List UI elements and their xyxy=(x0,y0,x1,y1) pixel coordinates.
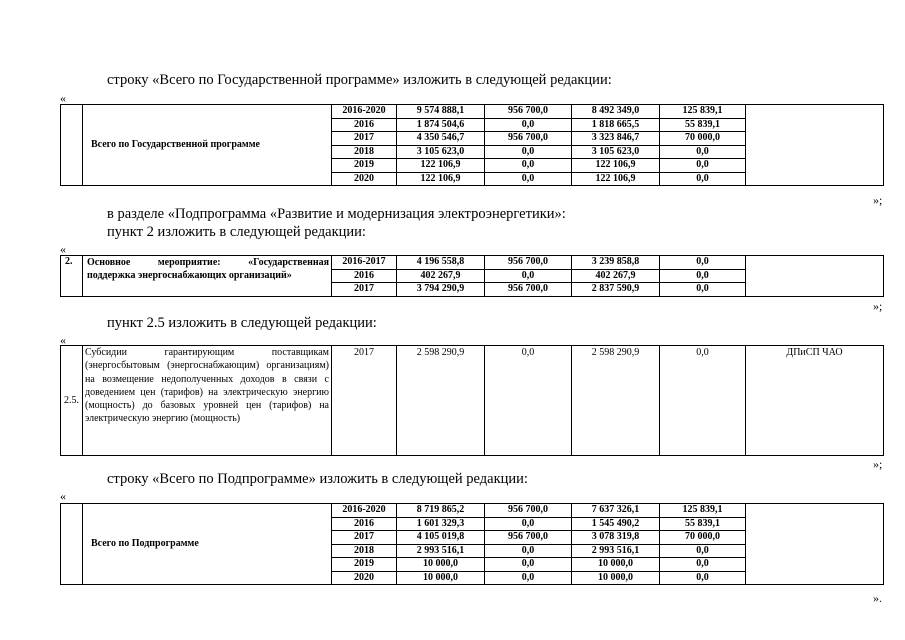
value-cell: 0,0 xyxy=(660,571,746,585)
table-item-2-5 xyxy=(60,345,884,456)
instruction-2: в разделе «Подпрограмма «Развитие и модернизация электроэнергетики»: xyxy=(107,206,566,222)
value-cell: 8 492 349,0 xyxy=(572,105,660,119)
value-cell: 122 106,9 xyxy=(572,159,660,173)
value-cell: 70 000,0 xyxy=(660,132,746,146)
value-cell: 70 000,0 xyxy=(660,531,746,545)
open-quote-4: « xyxy=(60,489,66,503)
value-cell: 3 794 290,9 xyxy=(397,283,485,297)
open-quote-1: « xyxy=(60,91,66,105)
value-cell: 956 700,0 xyxy=(485,504,572,518)
item-value-federal: 0,0 xyxy=(485,346,572,456)
value-cell: 55 839,1 xyxy=(660,118,746,132)
value-cell: 122 106,9 xyxy=(397,159,485,173)
period-cell: 2017 xyxy=(332,531,397,545)
item-year: 2017 xyxy=(332,346,397,456)
value-cell: 0,0 xyxy=(660,558,746,572)
period-cell: 2019 xyxy=(332,558,397,572)
executor-cell xyxy=(746,105,884,186)
value-cell: 0,0 xyxy=(660,145,746,159)
item-number: 2.5. xyxy=(61,346,83,456)
value-cell: 0,0 xyxy=(485,558,572,572)
value-cell: 0,0 xyxy=(660,269,746,283)
period-cell: 2018 xyxy=(332,544,397,558)
instruction-4: пункт 2.5 изложить в следующей редакции: xyxy=(107,315,377,331)
item-value-regional: 2 598 290,9 xyxy=(572,346,660,456)
item-executor: ДПиСП ЧАО xyxy=(746,346,884,456)
period-cell: 2018 xyxy=(332,145,397,159)
open-quote-3: « xyxy=(60,333,66,347)
value-cell: 956 700,0 xyxy=(485,105,572,119)
value-cell: 10 000,0 xyxy=(397,558,485,572)
value-cell: 0,0 xyxy=(485,517,572,531)
row-number-cell xyxy=(61,105,83,186)
table-row xyxy=(61,105,884,119)
value-cell: 2 837 590,9 xyxy=(572,283,660,297)
value-cell: 125 839,1 xyxy=(660,504,746,518)
value-cell: 0,0 xyxy=(485,269,572,283)
value-cell: 55 839,1 xyxy=(660,517,746,531)
open-quote-2: « xyxy=(60,242,66,256)
period-cell: 2019 xyxy=(332,159,397,173)
value-cell: 0,0 xyxy=(485,571,572,585)
value-cell: 3 105 623,0 xyxy=(572,145,660,159)
value-cell: 3 105 623,0 xyxy=(397,145,485,159)
value-cell: 0,0 xyxy=(485,145,572,159)
value-cell: 3 323 846,7 xyxy=(572,132,660,146)
table-item-2 xyxy=(60,255,884,297)
value-cell: 0,0 xyxy=(660,172,746,186)
close-quote-1: »; xyxy=(873,193,883,207)
value-cell: 10 000,0 xyxy=(572,571,660,585)
period-cell: 2016-2017 xyxy=(332,256,397,270)
table-row xyxy=(61,256,884,270)
item-value-total: 2 598 290,9 xyxy=(397,346,485,456)
value-cell: 7 637 326,1 xyxy=(572,504,660,518)
value-cell: 1 545 490,2 xyxy=(572,517,660,531)
period-cell: 2016 xyxy=(332,269,397,283)
period-cell: 2020 xyxy=(332,571,397,585)
final-close-quote: ». xyxy=(873,591,882,605)
period-cell: 2017 xyxy=(332,132,397,146)
row-label: Всего по Подпрограмме xyxy=(83,504,332,585)
item-description: Субсидии гарантирующим поставщикам (энергосбытовым (энергоснабжающим) организациям) на возмещение недополученных доходов в связи с доведением цен (тарифов) на электрическую энергию (мощность) до базовых уровней цен (тарифов) на электрическую энергию (мощность) xyxy=(83,346,332,456)
value-cell: 1 818 665,5 xyxy=(572,118,660,132)
value-cell: 0,0 xyxy=(485,118,572,132)
period-cell: 2016 xyxy=(332,517,397,531)
executor-cell xyxy=(746,256,884,297)
value-cell: 956 700,0 xyxy=(485,256,572,270)
table-total-subprogram xyxy=(60,503,884,585)
row-number-cell: 2. xyxy=(61,256,83,297)
close-quote-3: »; xyxy=(873,457,883,471)
value-cell: 402 267,9 xyxy=(397,269,485,283)
value-cell: 2 993 516,1 xyxy=(397,544,485,558)
row-number-cell xyxy=(61,504,83,585)
value-cell: 0,0 xyxy=(485,172,572,186)
value-cell: 122 106,9 xyxy=(572,172,660,186)
value-cell: 4 105 019,8 xyxy=(397,531,485,545)
value-cell: 1 874 504,6 xyxy=(397,118,485,132)
close-quote-2: »; xyxy=(873,299,883,313)
instruction-3: пункт 2 изложить в следующей редакции: xyxy=(107,224,366,240)
value-cell: 8 719 865,2 xyxy=(397,504,485,518)
value-cell: 0,0 xyxy=(660,544,746,558)
period-cell: 2016-2020 xyxy=(332,504,397,518)
value-cell: 125 839,1 xyxy=(660,105,746,119)
instruction-5: строку «Всего по Подпрограмме» изложить в следующей редакции: xyxy=(107,471,528,487)
value-cell: 956 700,0 xyxy=(485,132,572,146)
value-cell: 10 000,0 xyxy=(572,558,660,572)
value-cell: 2 993 516,1 xyxy=(572,544,660,558)
period-cell: 2016-2020 xyxy=(332,105,397,119)
value-cell: 10 000,0 xyxy=(397,571,485,585)
value-cell: 3 078 319,8 xyxy=(572,531,660,545)
value-cell: 0,0 xyxy=(660,159,746,173)
row-label: Всего по Государственной программе xyxy=(83,105,332,186)
value-cell: 4 196 558,8 xyxy=(397,256,485,270)
instruction-1: строку «Всего по Государственной программе» изложить в следующей редакции: xyxy=(107,72,612,88)
value-cell: 1 601 329,3 xyxy=(397,517,485,531)
table-total-state-program xyxy=(60,104,884,186)
value-cell: 0,0 xyxy=(660,283,746,297)
value-cell: 4 350 546,7 xyxy=(397,132,485,146)
value-cell: 0,0 xyxy=(485,544,572,558)
value-cell: 956 700,0 xyxy=(485,531,572,545)
item-value-other: 0,0 xyxy=(660,346,746,456)
executor-cell xyxy=(746,504,884,585)
table-row xyxy=(61,504,884,518)
value-cell: 3 239 858,8 xyxy=(572,256,660,270)
value-cell: 956 700,0 xyxy=(485,283,572,297)
value-cell: 0,0 xyxy=(485,159,572,173)
value-cell: 0,0 xyxy=(660,256,746,270)
period-cell: 2016 xyxy=(332,118,397,132)
row-label: Основное мероприятие: «Государственная поддержка энергоснабжающих организаций» xyxy=(83,256,332,297)
value-cell: 402 267,9 xyxy=(572,269,660,283)
period-cell: 2017 xyxy=(332,283,397,297)
value-cell: 9 574 888,1 xyxy=(397,105,485,119)
value-cell: 122 106,9 xyxy=(397,172,485,186)
period-cell: 2020 xyxy=(332,172,397,186)
